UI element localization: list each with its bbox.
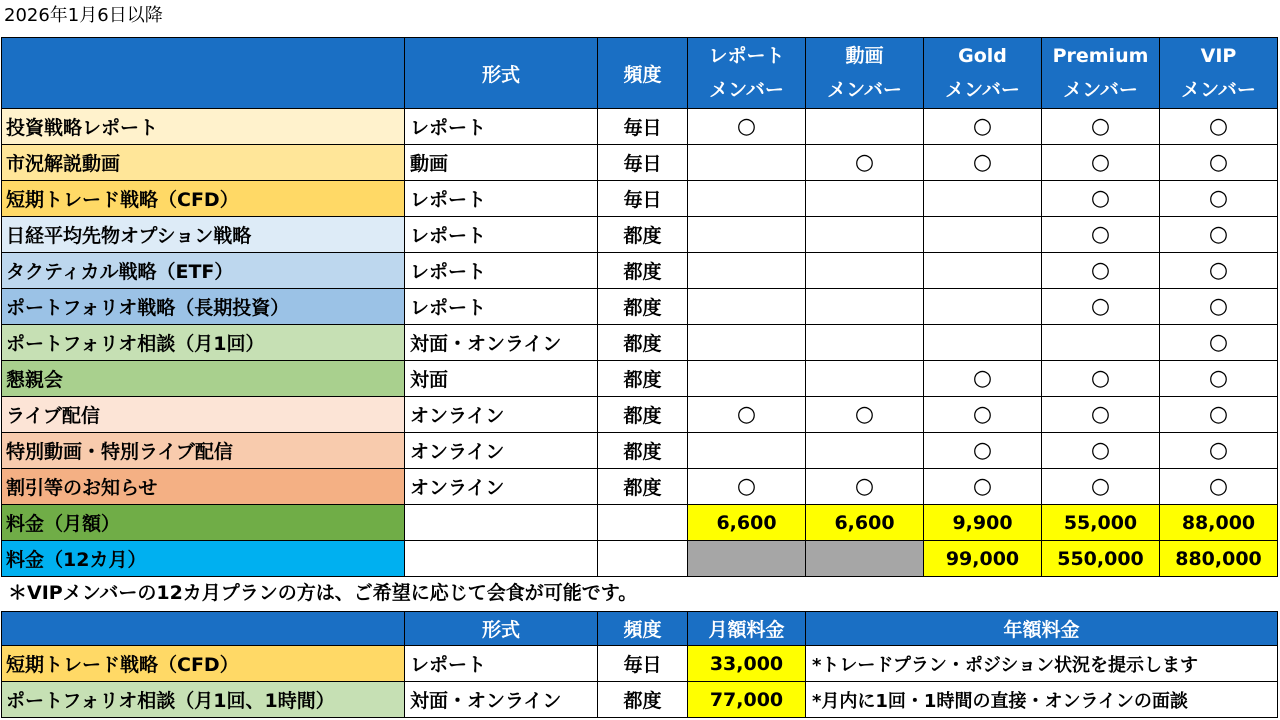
mark-video — [806, 361, 924, 397]
price-yearly-blank-format — [405, 541, 598, 577]
option-row — [2, 646, 1278, 682]
mark-vip: ○ — [1160, 397, 1278, 433]
mark-report — [688, 181, 806, 217]
mark-report: ○ — [688, 109, 806, 145]
service-frequency: 毎日 — [598, 145, 688, 181]
price-yearly-row — [2, 541, 1278, 577]
mark-video — [806, 433, 924, 469]
mark-gold: ○ — [924, 109, 1042, 145]
mark-vip: ○ — [1160, 469, 1278, 505]
date-label: 2026年1月6日以降 — [4, 5, 163, 26]
service-format: レポート — [405, 217, 598, 253]
mark-video: ○ — [806, 469, 924, 505]
table-row — [2, 325, 1278, 361]
service-format: 動画 — [405, 145, 598, 181]
service-format: レポート — [405, 181, 598, 217]
mark-gold: ○ — [924, 145, 1042, 181]
mark-premium: ○ — [1042, 289, 1160, 325]
service-format: レポート — [405, 289, 598, 325]
membership-table — [1, 37, 1278, 577]
mark-premium: ○ — [1042, 469, 1160, 505]
service-frequency: 都度 — [598, 217, 688, 253]
option-description: *月内に1回・1時間の直接・オンラインの面談 — [806, 682, 1278, 718]
price-monthly-label: 料金（月額） — [2, 505, 405, 541]
mark-video: ○ — [806, 397, 924, 433]
mark-vip: ○ — [1160, 145, 1278, 181]
service-frequency: 毎日 — [598, 181, 688, 217]
mark-gold: ○ — [924, 469, 1042, 505]
mark-gold — [924, 289, 1042, 325]
table-row — [2, 217, 1278, 253]
service-format: レポート — [405, 253, 598, 289]
option-name: 短期トレード戦略（CFD） — [2, 646, 405, 682]
service-format: オンライン — [405, 433, 598, 469]
option-header-format: 形式 — [405, 612, 598, 646]
header-vip-member: VIP メンバー — [1160, 38, 1278, 109]
mark-video — [806, 253, 924, 289]
service-frequency: 都度 — [598, 433, 688, 469]
mark-gold — [924, 217, 1042, 253]
mark-vip: ○ — [1160, 253, 1278, 289]
service-frequency: 都度 — [598, 361, 688, 397]
mark-report: ○ — [688, 397, 806, 433]
service-frequency: 毎日 — [598, 109, 688, 145]
mark-report — [688, 253, 806, 289]
mark-video — [806, 217, 924, 253]
option-header-yearly: 年額料金 — [806, 612, 1278, 646]
table-row — [2, 181, 1278, 217]
mark-premium: ○ — [1042, 217, 1160, 253]
mark-gold: ○ — [924, 361, 1042, 397]
mark-vip: ○ — [1160, 433, 1278, 469]
mark-report: ○ — [688, 469, 806, 505]
service-frequency: 都度 — [598, 289, 688, 325]
service-name: 割引等のお知らせ — [2, 469, 405, 505]
table-header-row — [2, 38, 1278, 109]
option-frequency: 毎日 — [598, 646, 688, 682]
header-premium-member: Premium メンバー — [1042, 38, 1160, 109]
price-yearly-video — [806, 541, 924, 577]
price-monthly-row — [2, 505, 1278, 541]
option-frequency: 都度 — [598, 682, 688, 718]
service-format: レポート — [405, 109, 598, 145]
price-yearly-label: 料金（12カ月） — [2, 541, 405, 577]
mark-gold: ○ — [924, 433, 1042, 469]
mark-video — [806, 325, 924, 361]
mark-vip: ○ — [1160, 217, 1278, 253]
price-monthly-report: 6,600 — [688, 505, 806, 541]
mark-premium: ○ — [1042, 145, 1160, 181]
mark-vip: ○ — [1160, 289, 1278, 325]
header-frequency: 頻度 — [598, 38, 688, 109]
service-name: 投資戦略レポート — [2, 109, 405, 145]
header-blank — [2, 38, 405, 109]
mark-video — [806, 109, 924, 145]
mark-premium: ○ — [1042, 433, 1160, 469]
table-row — [2, 433, 1278, 469]
price-yearly-blank-frequency — [598, 541, 688, 577]
mark-report — [688, 145, 806, 181]
price-yearly-vip: 880,000 — [1160, 541, 1278, 577]
mark-vip: ○ — [1160, 109, 1278, 145]
price-monthly-gold: 9,900 — [924, 505, 1042, 541]
price-monthly-video: 6,600 — [806, 505, 924, 541]
mark-gold: ○ — [924, 397, 1042, 433]
price-monthly-premium: 55,000 — [1042, 505, 1160, 541]
price-monthly-blank-frequency — [598, 505, 688, 541]
mark-report — [688, 325, 806, 361]
mark-gold — [924, 253, 1042, 289]
mark-video — [806, 289, 924, 325]
service-name: 市況解説動画 — [2, 145, 405, 181]
table-row — [2, 289, 1278, 325]
option-format: 対面・オンライン — [405, 682, 598, 718]
service-frequency: 都度 — [598, 469, 688, 505]
table-row — [2, 469, 1278, 505]
option-header-row — [2, 612, 1278, 646]
mark-premium: ○ — [1042, 397, 1160, 433]
price-yearly-premium: 550,000 — [1042, 541, 1160, 577]
option-price: 33,000 — [688, 646, 806, 682]
mark-gold — [924, 325, 1042, 361]
service-name: タクティカル戦略（ETF） — [2, 253, 405, 289]
mark-vip: ○ — [1160, 325, 1278, 361]
mark-premium — [1042, 325, 1160, 361]
option-header-monthly: 月額料金 — [688, 612, 806, 646]
header-report-member: レポート メンバー — [688, 38, 806, 109]
table-row — [2, 253, 1278, 289]
option-format: レポート — [405, 646, 598, 682]
mark-video: ○ — [806, 145, 924, 181]
mark-report — [688, 433, 806, 469]
service-name: ポートフォリオ相談（月1回） — [2, 325, 405, 361]
service-frequency: 都度 — [598, 325, 688, 361]
header-format: 形式 — [405, 38, 598, 109]
header-video-member: 動画 メンバー — [806, 38, 924, 109]
mark-premium: ○ — [1042, 109, 1160, 145]
table-row — [2, 109, 1278, 145]
option-row — [2, 682, 1278, 718]
mark-premium: ○ — [1042, 253, 1160, 289]
price-yearly-report — [688, 541, 806, 577]
header-gold-member: Gold メンバー — [924, 38, 1042, 109]
mark-report — [688, 217, 806, 253]
price-yearly-gold: 99,000 — [924, 541, 1042, 577]
mark-video — [806, 181, 924, 217]
table-row — [2, 397, 1278, 433]
service-name: 特別動画・特別ライブ配信 — [2, 433, 405, 469]
table-row — [2, 361, 1278, 397]
service-name: 日経平均先物オプション戦略 — [2, 217, 405, 253]
mark-premium: ○ — [1042, 361, 1160, 397]
service-format: オンライン — [405, 469, 598, 505]
option-header-frequency: 頻度 — [598, 612, 688, 646]
service-frequency: 都度 — [598, 253, 688, 289]
mark-report — [688, 361, 806, 397]
option-description: *トレードプラン・ポジション状況を提示します — [806, 646, 1278, 682]
price-monthly-vip: 88,000 — [1160, 505, 1278, 541]
mark-vip: ○ — [1160, 181, 1278, 217]
service-name: 懇親会 — [2, 361, 405, 397]
table-row — [2, 145, 1278, 181]
mark-gold — [924, 181, 1042, 217]
option-name: ポートフォリオ相談（月1回、1時間） — [2, 682, 405, 718]
vip-note: ＊VIPメンバーの12カ月プランの方は、ご希望に応じて会食が可能です。 — [8, 582, 638, 604]
option-price: 77,000 — [688, 682, 806, 718]
service-name: 短期トレード戦略（CFD） — [2, 181, 405, 217]
service-frequency: 都度 — [598, 397, 688, 433]
service-format: オンライン — [405, 397, 598, 433]
price-monthly-blank-format — [405, 505, 598, 541]
service-format: 対面・オンライン — [405, 325, 598, 361]
mark-premium: ○ — [1042, 181, 1160, 217]
mark-report — [688, 289, 806, 325]
service-name: ライブ配信 — [2, 397, 405, 433]
option-header-blank — [2, 612, 405, 646]
mark-vip: ○ — [1160, 361, 1278, 397]
option-table — [1, 611, 1278, 718]
service-format: 対面 — [405, 361, 598, 397]
service-name: ポートフォリオ戦略（長期投資） — [2, 289, 405, 325]
